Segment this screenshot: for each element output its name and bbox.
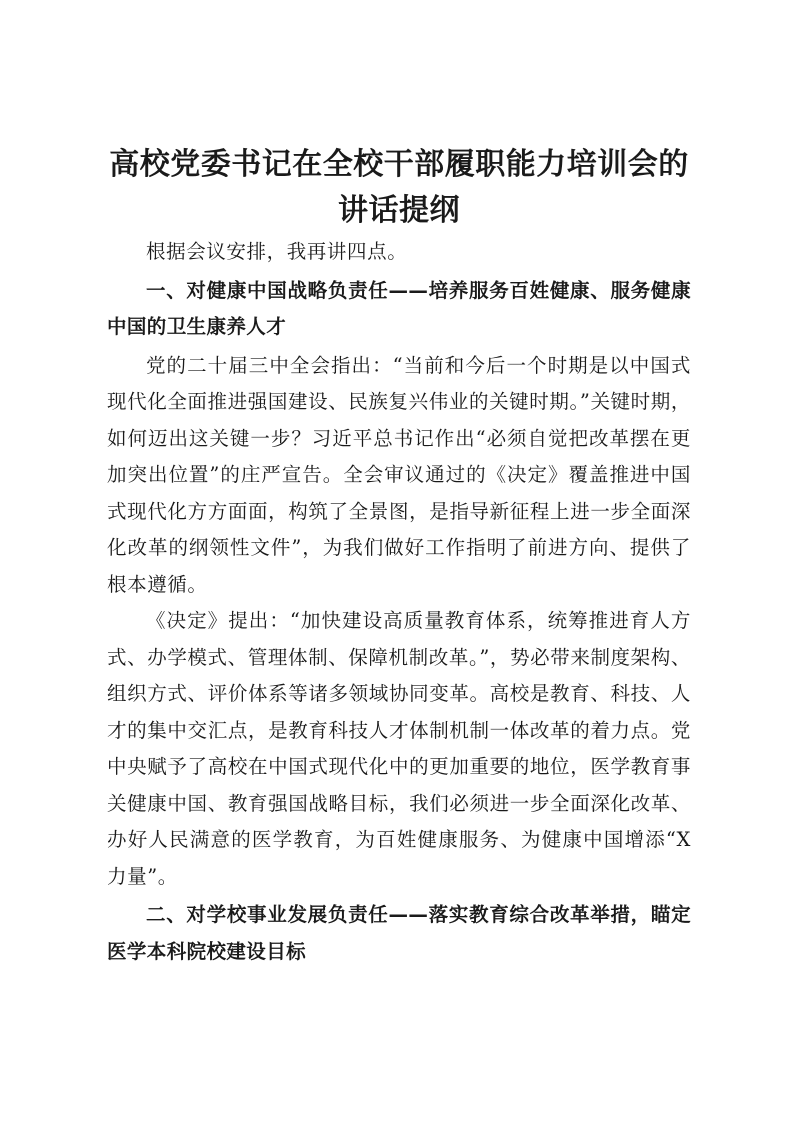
section-1-heading: 一、对健康中国战略负责任——培养服务百姓健康、服务健康中国的卫生康养人才 xyxy=(107,278,691,338)
document-body xyxy=(107,142,691,970)
document-title: 高校党委书记在全校干部履职能力培训会的讲话提纲 xyxy=(109,147,689,228)
section-2-heading: 二、对学校事业发展负责任——落实教育综合改革举措，瞄定医学本科院校建设目标 xyxy=(107,903,691,963)
section-1-paragraph-1: 党的二十届三中全会指出：“当前和今后一个时期是以中国式现代化全面推进强国建设、民族复兴伟业的关键时期。”关键时期，如何迈出这关键一步？习近平总书记作出“必须自觉把改革摆在更加突出位置”的庄严宣告。全会审议通过的《决定》覆盖推进中国式现代化方方面面，构筑了全景图，是指导新征程上进一步全面深化改革的纲领性文件”，为我们做好工作指明了前进方向、提供了根本遵循。 xyxy=(107,353,691,596)
intro-paragraph: 根据会议安排，我再讲四点。 xyxy=(146,240,408,263)
section-1-paragraph-2: 《决定》提出：“加快建设高质量教育体系，统筹推进育人方式、办学模式、管理体制、保障机制改革。”，势必带来制度架构、组织方式、评价体系等诸多领域协同变革。高校是教育、科技、人才的集中交汇点，是教育科技人才体制机制一体改革的着力点。党中央赋予了高校在中国式现代化中的更加重要的地位，医学教育事关健康中国、教育强国战略目标，我们必须进一步全面深化改革、办好人民满意的医学教育，为百姓健康服务、为健康中国增添“X力量”。 xyxy=(107,609,691,888)
